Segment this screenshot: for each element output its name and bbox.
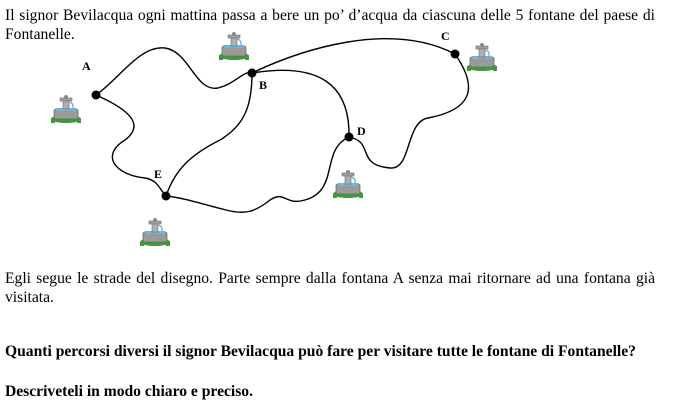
question-text: Quanti percorsi diversi il signor Bevilacqua può fare per visitare tutte le fontane di Fontanelle?	[5, 343, 636, 360]
node-c	[451, 50, 460, 59]
node-b	[248, 69, 257, 78]
fountain-icon-d	[333, 170, 363, 198]
node-d	[345, 133, 354, 142]
fountain-icon-a	[51, 95, 81, 123]
node-label-e: E	[154, 167, 163, 181]
fountain-icon-e	[140, 218, 170, 246]
node-e	[162, 192, 171, 201]
rules-text: Egli segue le strade del disegno. Parte sempre dalla fontana A senza mai ritornare ad una fontana già visitata.	[5, 270, 655, 306]
node-label-b: B	[259, 78, 268, 92]
instruction-text: Descriveteli in modo chiaro e preciso.	[5, 383, 254, 400]
edge-d-e	[166, 137, 349, 212]
edge-b-c	[252, 39, 455, 73]
fountain-icon-c	[467, 43, 497, 71]
node-a	[92, 91, 101, 100]
node-label-a: A	[82, 59, 91, 73]
edge-b-e	[166, 73, 252, 196]
edge-c-d	[349, 54, 469, 168]
intro-text: Il signor Bevilacqua ogni mattina passa a bere un po’ d’acqua da ciascuna delle 5 fontane del paese di Fontanelle.	[5, 7, 655, 43]
fountain-icon-b	[219, 32, 249, 60]
node-label-c: C	[441, 29, 450, 43]
node-label-d: D	[357, 124, 366, 138]
